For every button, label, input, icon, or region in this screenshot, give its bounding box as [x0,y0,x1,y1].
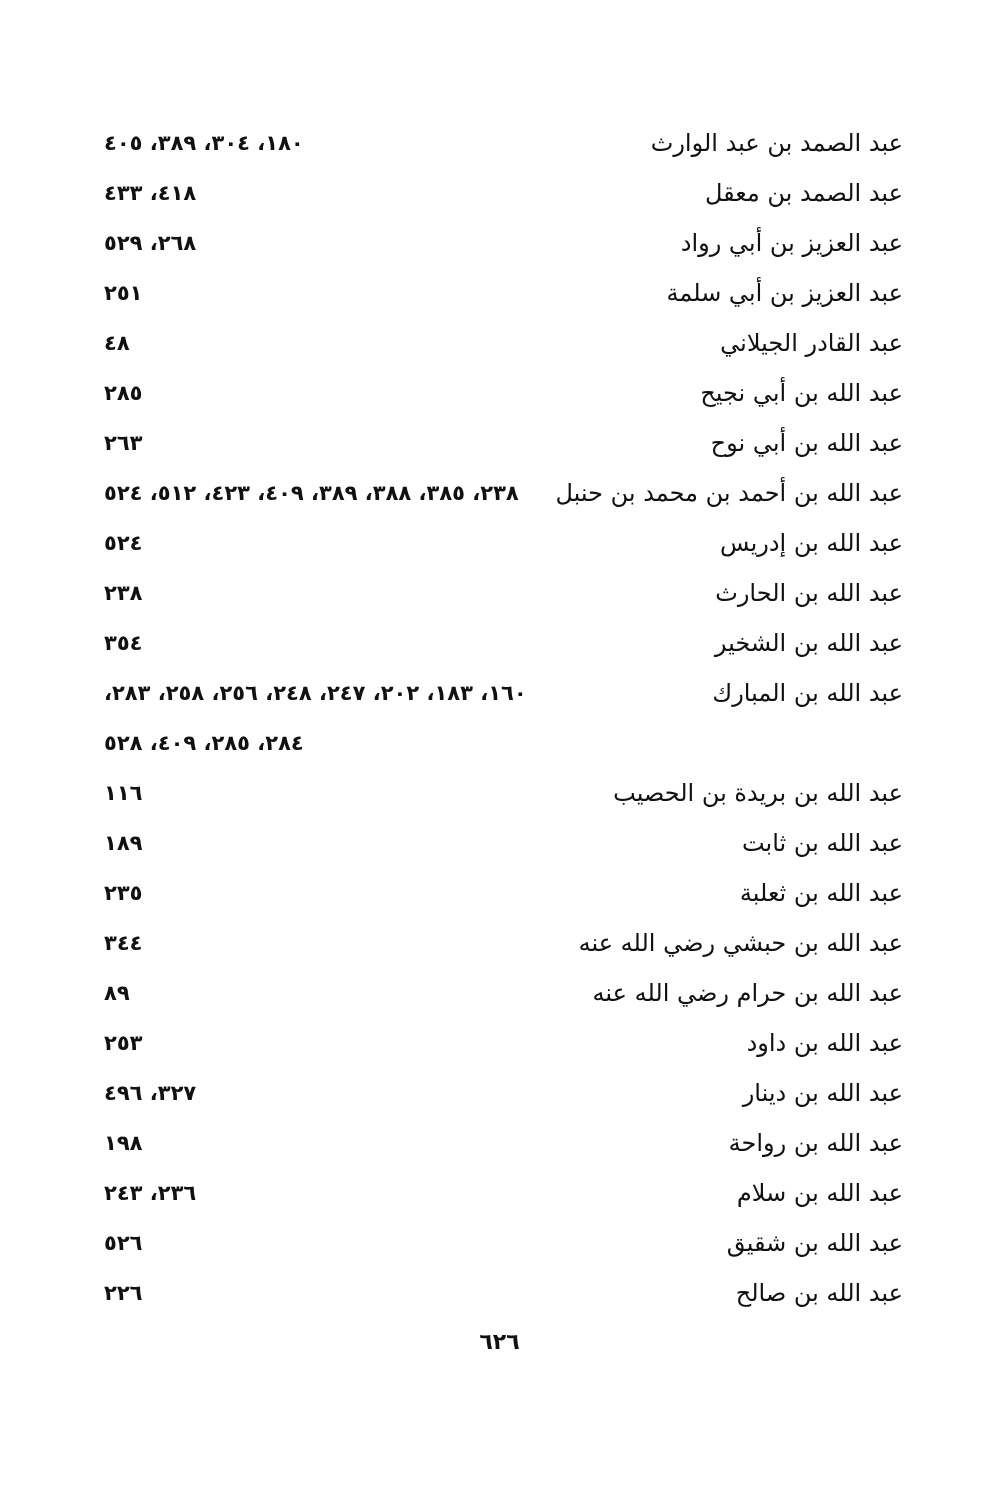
entry-pages: ١٨٠، ٣٠٤، ٣٨٩، ٤٠٥ [104,131,304,155]
index-entry [0,918,999,968]
entry-name: عبد القادر الجيلاني [720,329,903,357]
entry-name: عبد الله بن ثعلبة [739,879,903,907]
entry-pages: ٢٣٦، ٢٤٣ [104,1181,197,1205]
entry-pages: ٢٣٥ [104,881,143,905]
entry-pages: ٢٥١ [104,281,143,305]
entry-pages: ١١٦ [104,781,143,805]
index-entry [0,968,999,1018]
index-entry [0,1068,999,1118]
index-entries [0,118,999,1318]
entry-pages: ٤١٨، ٤٣٣ [104,181,197,205]
entry-name: عبد الله بن رواحة [728,1129,903,1157]
index-entry [0,568,999,618]
entry-pages: ٨٩ [104,981,130,1005]
index-entry [0,818,999,868]
entry-name: عبد الله بن حرام رضي الله عنه [592,979,903,1007]
index-entry [0,218,999,268]
entry-name: عبد الله بن صالح [735,1279,903,1307]
entry-pages: ٣٤٤ [104,931,143,955]
entry-pages: ٢٦٣ [104,431,143,455]
index-entry [0,268,999,318]
entry-pages: ٢٢٦ [104,1281,143,1305]
entry-pages: ١٨٩ [104,831,143,855]
entry-name: عبد الله بن أبي نجيح [700,379,903,407]
entry-name: عبد الله بن سلام [736,1179,903,1207]
index-entry [0,1018,999,1068]
entry-pages: ٢٣٨ [104,581,143,605]
index-entry [0,318,999,368]
index-entry [0,518,999,568]
entry-name: عبد الصمد بن معقل [704,179,903,207]
index-entry [0,468,999,518]
entry-pages: ٢٨٤، ٢٨٥، ٤٠٩، ٥٢٨ [104,731,304,755]
index-entry [0,118,999,168]
entry-name: عبد الله بن الشخير [714,629,903,657]
entry-name: عبد الله بن شقيق [726,1229,903,1257]
page-number: ٦٢٦ [479,1330,520,1355]
entry-name: عبد الله بن بريدة بن الحصيب [613,779,903,807]
index-entry [0,368,999,418]
entry-pages: ١٩٨ [104,1131,143,1155]
entry-name: عبد الله بن داود [746,1029,903,1057]
index-entry [0,1118,999,1168]
entry-name: عبد الصمد بن عبد الوارث [650,129,903,157]
entry-pages: ٢٦٨، ٥٢٩ [104,231,197,255]
entry-name: عبد العزيز بن أبي سلمة [666,279,903,307]
index-entry [0,768,999,818]
entry-pages: ٢٥٣ [104,1031,143,1055]
index-entry [0,1168,999,1218]
index-entry [0,668,999,718]
entry-name: عبد الله بن أبي نوح [710,429,903,457]
entry-name: عبد الله بن المبارك [712,679,903,707]
entry-name: عبد الله بن حبشي رضي الله عنه [578,929,903,957]
entry-pages: ٢٨٥ [104,381,143,405]
entry-name: عبد الله بن ثابت [741,829,903,857]
entry-pages: ٢٣٨، ٣٨٥، ٣٨٨، ٣٨٩، ٤٠٩، ٤٢٣، ٥١٢، ٥٢٤ [104,481,519,505]
entry-name: عبد الله بن دينار [742,1079,903,1107]
entry-pages: ٥٢٤ [104,531,143,555]
index-entry [0,618,999,668]
entry-pages: ٣٢٧، ٤٩٦ [104,1081,197,1105]
entry-name: عبد الله بن الحارث [715,579,903,607]
entry-name: عبد الله بن إدريس [719,529,903,557]
entry-pages: ١٦٠، ١٨٣، ٢٠٢، ٢٤٧، ٢٤٨، ٢٥٦، ٢٥٨، ٢٨٣، [104,681,527,705]
index-entry [0,418,999,468]
index-entry [0,168,999,218]
index-entry [0,718,999,768]
entry-name: عبد العزيز بن أبي رواد [680,229,903,257]
index-entry [0,1268,999,1318]
entry-pages: ٥٢٦ [104,1231,143,1255]
entry-name: عبد الله بن أحمد بن محمد بن حنبل [555,479,903,507]
index-entry [0,868,999,918]
entry-pages: ٣٥٤ [104,631,143,655]
entry-pages: ٤٨ [104,331,130,355]
index-entry [0,1218,999,1268]
